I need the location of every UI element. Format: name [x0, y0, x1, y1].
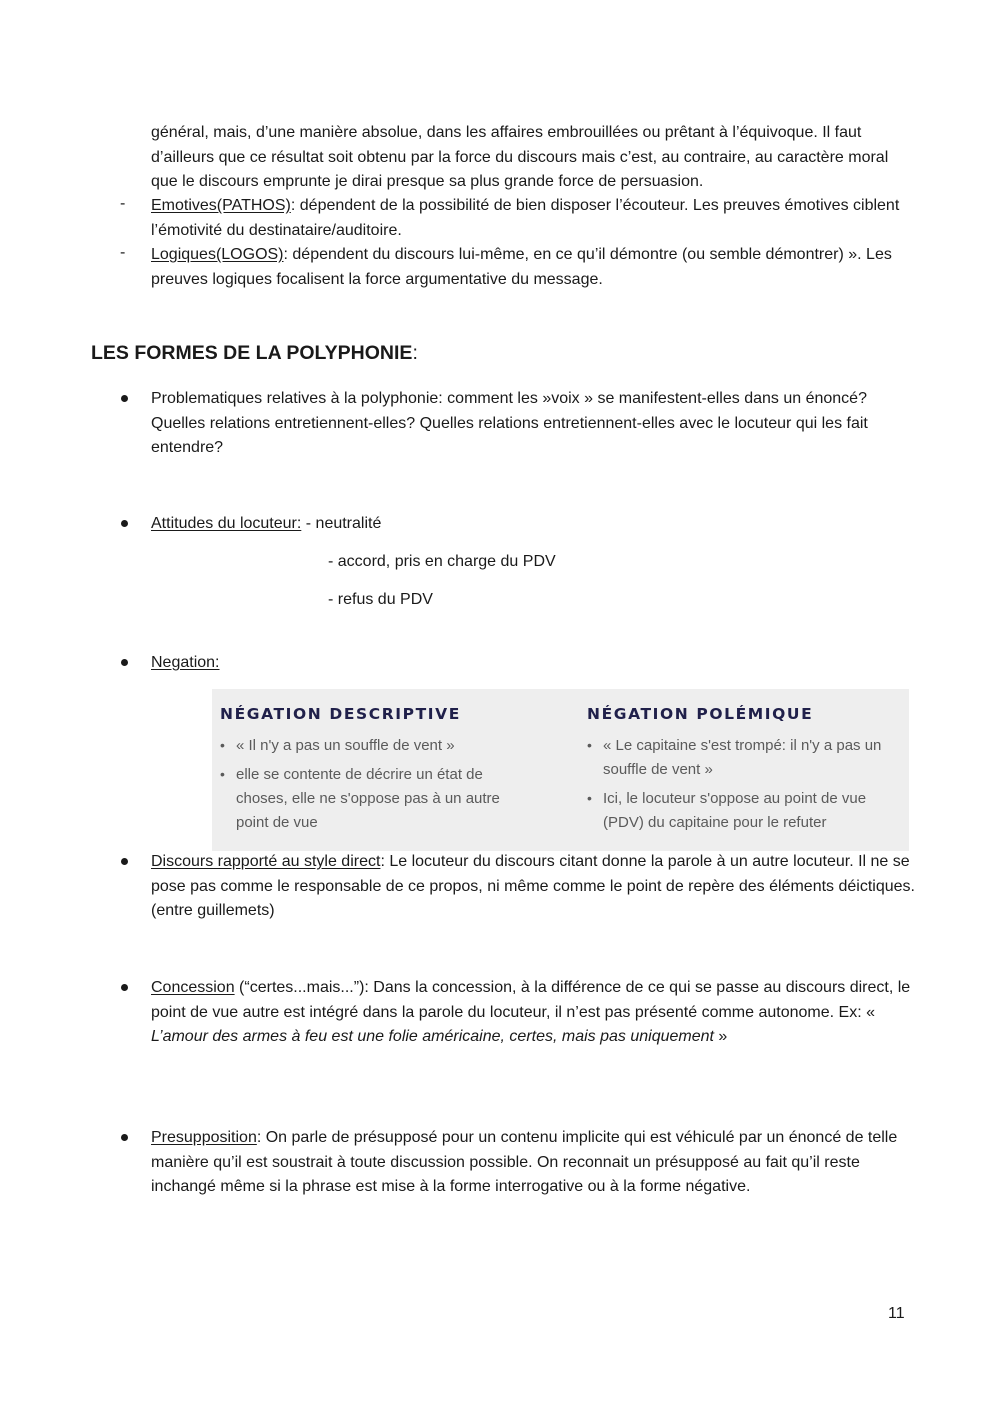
intro-continuation: général, mais, d’une manière absolue, dans les affaires embrouillées ou prêtant à l’équivoque. Il faut d’ailleurs que ce résultat soit obtenu par la force du discours mais c’est, au contraire, au caractère moral que le discours emprunte je dirai presque sa plus grande force de persuasion.: [151, 124, 889, 190]
descriptive-example: « Il n'y a pas un souffle de vent »: [236, 737, 455, 754]
attitude-item-1: - neutralité: [305, 515, 382, 532]
dash-marker: -: [120, 244, 126, 261]
polemique-explanation: Ici, le locuteur s'oppose au point de vue (PDV) du capitaine pour le refuter: [603, 790, 867, 831]
pathos-text: : dépendent de la possibilité de bien disposer l’écouteur. Les preuves émotives ciblent l’émotivité du destinataire/auditoire.: [151, 197, 900, 239]
bullet-dot: •: [587, 737, 592, 753]
descriptive-explanation: elle se contente de décrire un état de choses, elle ne s'oppose pas à un autre point de vue: [236, 766, 500, 831]
negation-polemique-title: NÉGATION POLÉMIQUE: [587, 705, 814, 723]
bullet-attitudes: [151, 512, 381, 537]
bullet-dot: [121, 659, 128, 666]
dash-item-logos: [151, 243, 916, 292]
bullet-dot: •: [587, 790, 592, 806]
bullet-dot: [121, 858, 128, 865]
bullet-dot: [121, 520, 128, 527]
bullet-discours: [151, 850, 916, 924]
bullet-dot: [121, 395, 128, 402]
bullet-dot: •: [220, 737, 225, 753]
section-title: LES FORMES DE LA POLYPHONIE: [91, 342, 413, 364]
attitude-item-2: - accord, pris en charge du PDV: [328, 553, 556, 570]
presupposition-text: : On parle de présupposé pour un contenu implicite qui est véhiculé par un énoncé de telle manière qu’il est soustrait à toute discussion possible. On reconnait un présupposé au fait qu’il reste inchangé même si la phrase est mise à la forme interrogative ou à la forme négative.: [151, 1129, 898, 1195]
section-title-suffix: :: [412, 342, 418, 364]
term-logos: Logiques(LOGOS): [151, 246, 284, 263]
discours-text: : Le locuteur du discours citant donne la parole à un autre locuteur. Il ne se pose pas comme le responsable de ce propos, ni même comme le point de repère des éléments déictiques. (entre guillemets): [151, 853, 915, 919]
dash-marker: -: [120, 195, 126, 212]
negation-descriptive-title: NÉGATION DESCRIPTIVE: [220, 705, 461, 723]
section-heading: [91, 342, 418, 365]
negation-comparison-figure: [212, 689, 909, 851]
bullet-dot: [121, 984, 128, 991]
concession-example: L’amour des armes à feu est une folie américaine, certes, mais pas uniquement: [151, 1028, 714, 1045]
concession-text: (“certes...mais...”): Dans la concession, à la différence de ce qui se passe au discours direct, le point de vue autre est intégré dans la parole du locuteur, il n’est pas présenté comme autonome. Ex: «: [151, 979, 911, 1021]
term-concession: Concession: [151, 979, 235, 996]
term-pathos: Emotives(PATHOS): [151, 197, 291, 214]
bullet-dot: [121, 1134, 128, 1141]
logos-text: : dépendent du discours lui-même, en ce qu’il démontre (ou semble démontrer) ». Les preuves logiques focalisent la force argumentative du message.: [151, 246, 892, 288]
term-presupposition: Presupposition: [151, 1129, 257, 1146]
term-negation: Negation:: [151, 654, 220, 671]
term-attitudes: Attitudes du locuteur:: [151, 515, 302, 532]
attitude-item-3: - refus du PDV: [328, 591, 433, 608]
bullet-negation: [151, 651, 220, 676]
concession-closing: »: [713, 1028, 728, 1045]
polemique-example: « Le capitaine s'est trompé: il n'y a pas un souffle de vent »: [603, 737, 882, 778]
bullet-presupposition: [151, 1126, 916, 1200]
bullet-problematiques: Problematiques relatives à la polyphonie: comment les »voix » se manifestent-elles dans un énoncé? Quelles relations entretiennent-elles? Quelles relations entretiennent-elles avec le locuteur qui les fait entendre?: [151, 390, 868, 456]
bullet-dot: •: [220, 766, 225, 782]
bullet-concession: [151, 976, 916, 1050]
dash-item-pathos: [151, 194, 916, 243]
term-discours: Discours rapporté au style direct: [151, 853, 381, 870]
page-number: 11: [888, 1305, 905, 1322]
